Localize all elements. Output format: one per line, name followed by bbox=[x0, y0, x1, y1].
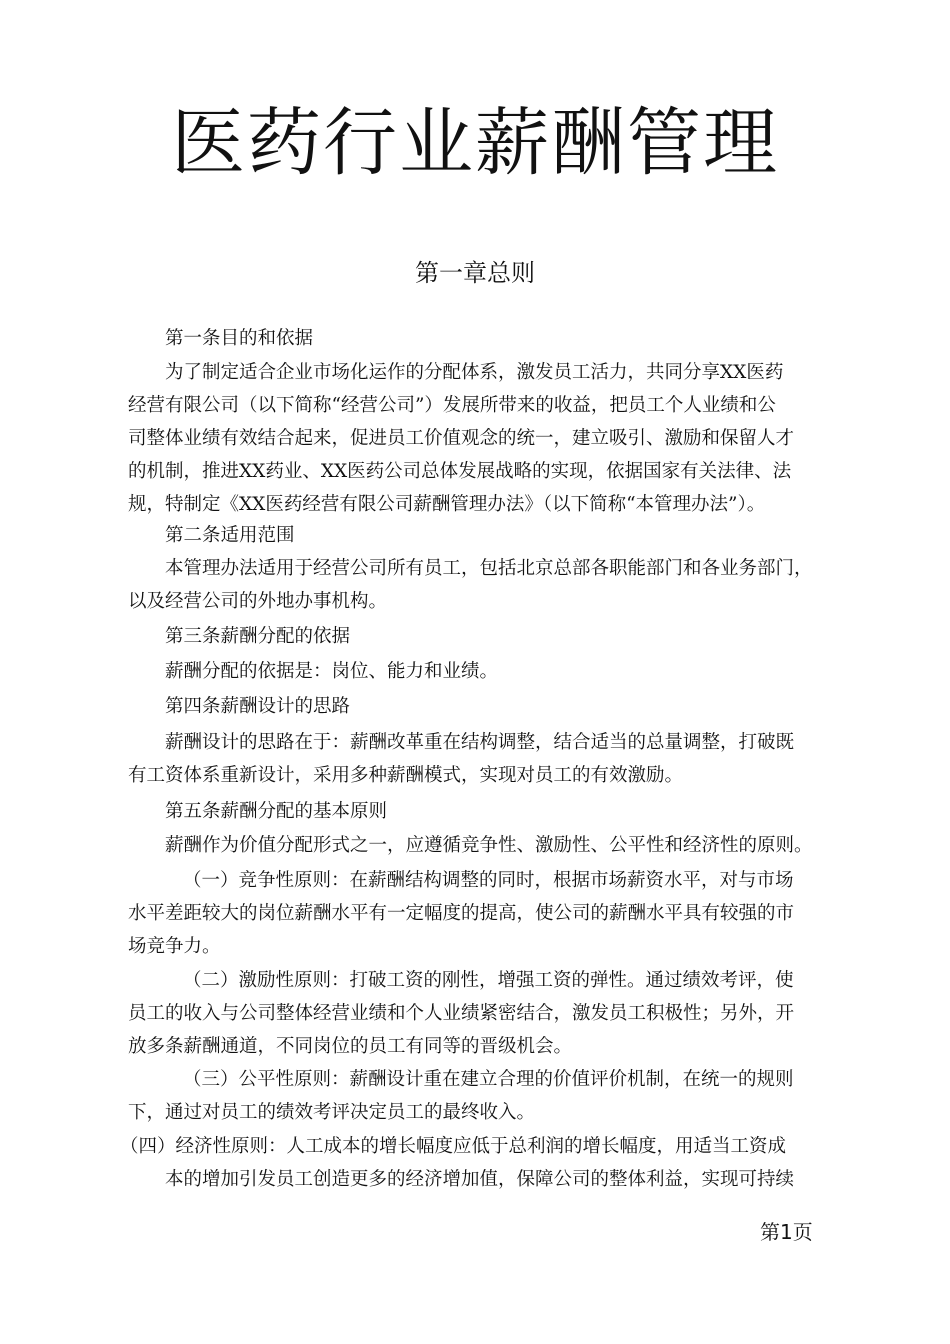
text-line: 以及经营公司的外地办事机构。 bbox=[128, 591, 388, 612]
article-heading bbox=[165, 690, 350, 723]
text-line: 员工的收入与公司整体经营业绩和个人业绩紧密结合，激发员工积极性；另外，开 bbox=[128, 1003, 795, 1024]
text-line: 为了制定适合企业市场化运作的分配体系，激发员工活力，共同分享XX医药 bbox=[165, 362, 784, 383]
document-title: 医药行业薪酬管理 bbox=[171, 100, 779, 186]
text-line: 薪酬作为价值分配形式之一，应遵循竞争性、激励性、公平性和经济性的原则。 bbox=[165, 835, 813, 856]
text-line: 薪酬设计的思路在于：薪酬改革重在结构调整，结合适当的总量调整，打破既 bbox=[165, 732, 795, 753]
principle-item bbox=[120, 1130, 794, 1196]
article-heading bbox=[165, 519, 295, 552]
text-line: 水平差距较大的岗位薪酬水平有一定幅度的提高，使公司的薪酬水平具有较强的市 bbox=[128, 903, 795, 924]
paragraph bbox=[165, 829, 813, 862]
article-heading bbox=[165, 322, 313, 355]
paragraph bbox=[128, 726, 794, 792]
text-line: 薪酬分配的依据是：岗位、能力和业绩。 bbox=[165, 661, 499, 682]
paragraph bbox=[128, 552, 813, 618]
text-line: 第五条薪酬分配的基本原则 bbox=[165, 801, 388, 822]
text-line: 第三条薪酬分配的依据 bbox=[165, 626, 351, 647]
text-line: 有工资体系重新设计，采用多种薪酬模式，实现对员工的有效激励。 bbox=[128, 765, 684, 786]
article-heading bbox=[165, 795, 387, 828]
text-line: （二）激励性原则：打破工资的刚性，增强工资的弹性。通过绩效考评，使 bbox=[183, 970, 794, 991]
page-number: 第1页 bbox=[760, 1220, 813, 1244]
chapter-heading: 第一章总则 bbox=[415, 259, 535, 287]
text-line: 司整体业绩有效结合起来，促进员工价值观念的统一，建立吸引、激励和保留人才 bbox=[128, 428, 795, 449]
text-line: 规，特制定《XX医药经营有限公司薪酬管理办法》（以下简称“本管理办法”）。 bbox=[128, 494, 766, 515]
paragraph bbox=[165, 655, 498, 688]
paragraph bbox=[128, 356, 794, 521]
text-line: 场竞争力。 bbox=[128, 936, 221, 957]
text-line: 第二条适用范围 bbox=[165, 525, 295, 546]
text-line: （三）公平性原则：薪酬设计重在建立合理的价值评价机制，在统一的规则 bbox=[183, 1069, 794, 1090]
text-line: 本的增加引发员工创造更多的经济增加值，保障公司的整体利益，实现可持续 bbox=[165, 1169, 795, 1190]
article-heading bbox=[165, 620, 350, 653]
text-line: 第一条目的和依据 bbox=[165, 328, 314, 349]
principle-item bbox=[128, 1063, 794, 1129]
principle-item bbox=[128, 964, 794, 1063]
text-line: （四）经济性原则：人工成本的增长幅度应低于总利润的增长幅度，用适当工资成 bbox=[120, 1136, 787, 1157]
text-line: 的机制，推进XX药业、XX医药公司总体发展战略的实现，依据国家有关法律、法 bbox=[128, 461, 792, 482]
text-line: 第四条薪酬设计的思路 bbox=[165, 696, 351, 717]
text-line: 放多条薪酬通道，不同岗位的员工有同等的晋级机会。 bbox=[128, 1036, 573, 1057]
text-line: 本管理办法适用于经营公司所有员工，包括北京总部各职能部门和各业务部门， bbox=[165, 558, 813, 579]
text-line: 经营有限公司（以下简称“经营公司”）发展所带来的收益，把员工个人业绩和公 bbox=[128, 395, 776, 416]
principle-item bbox=[128, 864, 794, 963]
text-line: 下，通过对员工的绩效考评决定员工的最终收入。 bbox=[128, 1102, 536, 1123]
text-line: （一）竞争性原则：在薪酬结构调整的同时，根据市场薪资水平，对与市场 bbox=[183, 870, 794, 891]
